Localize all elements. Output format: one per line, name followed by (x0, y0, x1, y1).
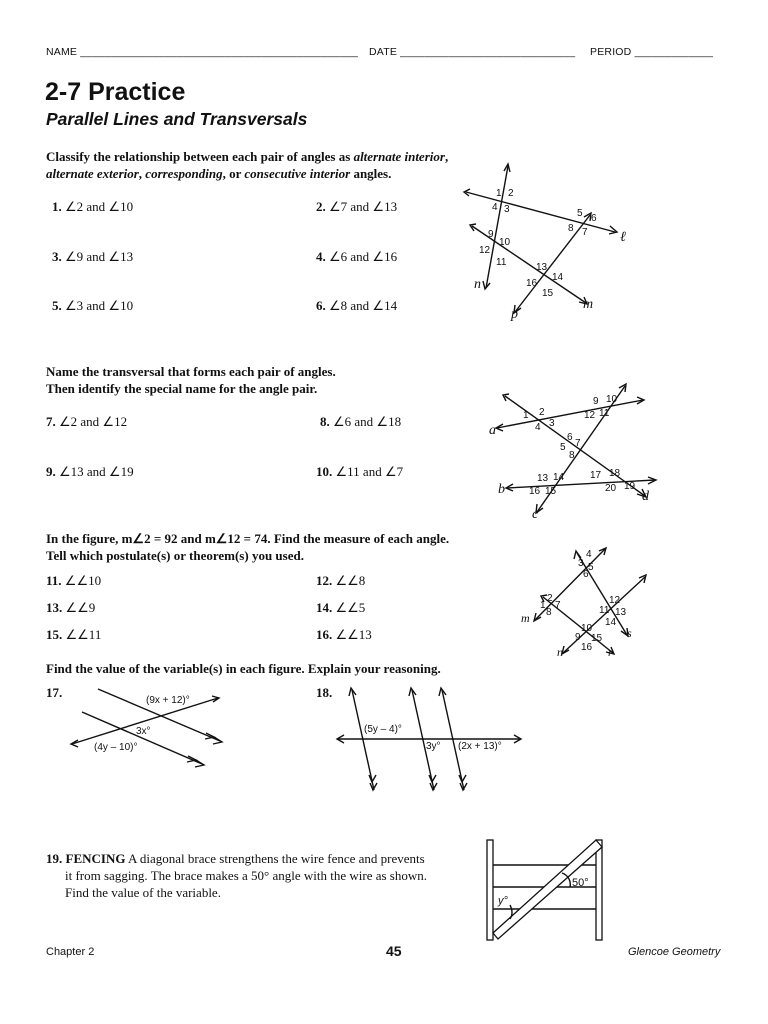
problem-7: 7. ∠2 and ∠12 (46, 414, 128, 429)
expr-2x-plus-13: (2x + 13)° (458, 741, 502, 752)
fig3-angle: 15 (591, 633, 603, 644)
fig3-angle: 11 (599, 605, 610, 616)
fig3-angle: 9 (575, 632, 581, 643)
expr-3y: 3y° (426, 741, 441, 752)
expr-9x-plus-12: (9x + 12)° (146, 695, 190, 706)
problem-2: 2. ∠7 and ∠13 (316, 199, 398, 214)
problem-16: 16. ∠∠13 (316, 627, 372, 642)
fig1-angle: 4 (492, 202, 498, 213)
problem-15: 15. ∠∠11 (46, 627, 102, 642)
fig2-angle: 6 (567, 432, 573, 443)
expr-3x: 3x° (136, 726, 151, 737)
problem-8: 8. ∠6 and ∠18 (320, 414, 402, 429)
section1-instructions: Classify the relationship between each pair of angles as alternate interior, alternate exterior, corresponding, or consecutive interior angles. (46, 149, 449, 181)
problem-1: 1. ∠2 and ∠10 (52, 199, 134, 214)
name-blank[interactable]: ______________________________________________ (80, 46, 359, 58)
fence-angle-y: y° (498, 895, 508, 907)
fig2-angle: 3 (549, 418, 555, 429)
fig3-angle: 7 (555, 600, 561, 611)
section2-instructions: Name the transversal that forms each pair of angles. Then identify the special name for the angle pair. (46, 364, 336, 396)
problem-10: 10. ∠11 and ∠7 (316, 464, 404, 479)
fig1-angle: 16 (526, 278, 538, 289)
problem-4: 4. ∠6 and ∠16 (316, 249, 398, 264)
fig1-angle: 8 (568, 223, 574, 234)
fence-frame (487, 840, 602, 940)
fig1-lines (464, 164, 617, 313)
fig18-lines (337, 688, 521, 790)
fig1-angle: 14 (552, 272, 564, 283)
fig3-angle: 5 (588, 562, 594, 573)
fig2-angle: 10 (606, 394, 618, 405)
line-label-p: p (511, 307, 518, 322)
fig2-angle: 15 (545, 486, 557, 497)
line-label-m: m (583, 297, 594, 312)
fig1-angle: 11 (496, 257, 507, 268)
date-label: DATE _____________________________ (369, 46, 576, 58)
fig2-angle: 4 (535, 422, 541, 433)
fig2-angle: 7 (575, 438, 581, 449)
line-label-l: ℓ (620, 230, 626, 245)
fig3-angle: 12 (609, 595, 621, 606)
fig3-angle: 8 (546, 607, 552, 618)
fig2-angle: 9 (593, 396, 599, 407)
fig1-angle: 3 (504, 204, 510, 215)
line-label-n: n (474, 277, 481, 292)
fig1-angle: 2 (508, 188, 514, 199)
page-title: 2-7 Practice (45, 78, 186, 106)
line-label-s: s (627, 626, 632, 640)
problem-13: 13. ∠∠9 (46, 600, 96, 615)
problem-14: 14. ∠∠5 (316, 600, 366, 615)
fig3-angle: 6 (583, 569, 589, 580)
line-label-m: m (521, 611, 530, 625)
fig2-angle: 5 (560, 442, 566, 453)
problem-11: 11. ∠∠10 (46, 573, 102, 588)
problem-5: 5. ∠3 and ∠10 (52, 298, 134, 313)
fig3-angle: 16 (581, 642, 593, 653)
problem-18-number: 18. (316, 685, 333, 700)
fig1-angle: 12 (479, 245, 491, 256)
fig1-angle: 13 (536, 262, 548, 273)
date-blank[interactable]: _____________________________ (400, 46, 576, 58)
fig2-angle: 17 (590, 470, 602, 481)
fig2-angle: 2 (539, 407, 545, 418)
fig2-angle: 8 (569, 450, 575, 461)
fig3-angle: 10 (581, 623, 593, 634)
period-label: PERIOD _____________ (590, 46, 714, 58)
line-label-d: d (642, 489, 649, 504)
fig2-angle: 13 (537, 473, 549, 484)
fig3-angle: 2 (547, 593, 553, 604)
problem-12: 12. ∠∠8 (316, 573, 366, 588)
expr-4y-minus-10: (4y – 10)° (94, 742, 138, 753)
footer-chapter: Chapter 2 (46, 946, 95, 958)
fig3-angle: 4 (586, 549, 592, 560)
fig3-angle: 13 (615, 607, 627, 618)
figure-lines-m-n-r-s (515, 545, 655, 660)
problem-19: 19. FENCING A diagonal brace strengthens the wire fence and prevents it from sagging. The brace makes a 50° angle with the wire as shown. Find the value of the variable. (46, 851, 428, 900)
fig2-angle: 11 (599, 408, 610, 419)
period-blank[interactable]: _____________ (634, 46, 714, 58)
fig2-angle: 14 (553, 472, 565, 483)
problem-9: 9. ∠13 and ∠19 (46, 464, 134, 479)
fig2-angle: 20 (605, 483, 617, 494)
section4-instructions: Find the value of the variable(s) in each figure. Explain your reasoning. (46, 661, 441, 676)
fig2-angle: 19 (624, 481, 636, 492)
fig2-angle: 16 (529, 486, 541, 497)
line-label-b: b (498, 482, 505, 497)
figure-lines-a-b-c-d (485, 382, 665, 522)
section3-instructions: In the figure, m∠2 = 92 and m∠12 = 74. Find the measure of each angle. Tell which postulate(s) or theorem(s) you used. (46, 531, 450, 563)
fig1-angle: 10 (499, 237, 511, 248)
fig3-angle: 3 (578, 558, 584, 569)
figure-problem-17 (66, 684, 236, 769)
problem-17-number: 17. (46, 685, 63, 700)
fig1-angle: 6 (591, 213, 597, 224)
figure-lines-l-n-p-m (460, 160, 640, 325)
fig1-angle: 5 (577, 208, 583, 219)
fig2-angle: 18 (609, 468, 621, 479)
name-label: NAME ______________________________________________ (46, 46, 359, 58)
problem-6: 6. ∠8 and ∠14 (316, 298, 398, 313)
fig1-angle: 15 (542, 288, 554, 299)
fig1-angle: 9 (488, 229, 494, 240)
problem-3: 3. ∠9 and ∠13 (52, 249, 134, 264)
footer-book: Glencoe Geometry (628, 946, 721, 958)
fig2-angle: 12 (584, 410, 596, 421)
figure-fence (480, 835, 610, 945)
fig2-angle: 1 (523, 410, 529, 421)
expr-5y-minus-4: (5y – 4)° (364, 724, 402, 735)
line-label-r: r (608, 645, 613, 659)
fence-angle-50: 50° (572, 877, 589, 889)
figure-problem-18 (330, 684, 530, 794)
page-number: 45 (386, 943, 402, 959)
line-label-a: a (489, 423, 496, 438)
fig3-angle: 1 (540, 600, 546, 611)
fig3-angle: 14 (605, 617, 617, 628)
fig1-angle: 1 (496, 188, 502, 199)
page-subtitle: Parallel Lines and Transversals (46, 109, 308, 129)
line-label-c: c (532, 507, 539, 522)
line-label-n: n (557, 645, 563, 659)
fig1-angle: 7 (582, 227, 588, 238)
